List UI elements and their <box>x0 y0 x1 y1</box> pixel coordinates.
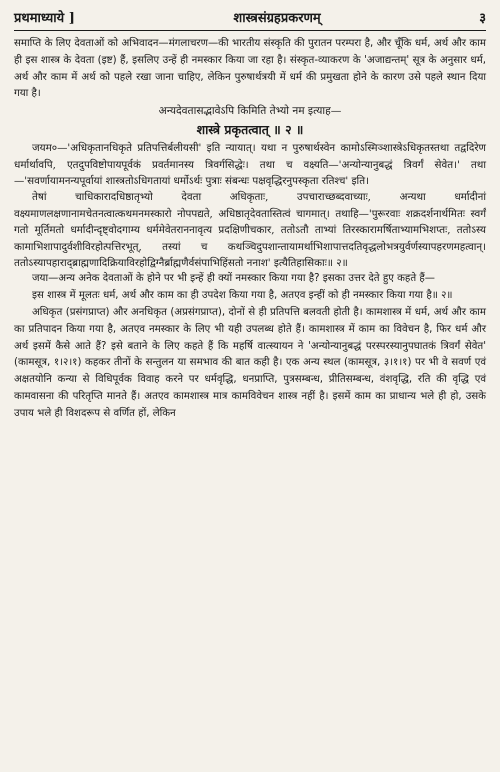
paragraph-hindi-3: इस शास्त्र में मूलतः धर्म, अर्थ और काम का ही उपदेश किया गया है, अतएव इन्हीं को ही नमस्कार किया गया है॥ २॥ <box>32 290 453 302</box>
section-title: शास्त्रसंग्रहप्रकरणम् <box>233 11 321 26</box>
page-number: ३ <box>479 11 486 26</box>
sutra-verse: शास्त्रे प्रकृतत्वात् ॥ २ ॥ <box>196 122 304 138</box>
sutra-intro: अन्यदेवतासद्भावेऽपि किमिति तेभ्यो नम इत्याह— <box>158 105 342 118</box>
running-header <box>14 8 486 28</box>
paragraph-hindi-2: जया—अन्य अनेक देवताओं के होने पर भी इन्हें ही क्यों नमस्कार किया गया है? इसका उत्तर देते हुए कहते हैं— <box>32 273 435 285</box>
chapter-label: प्रथमाध्याये ] <box>14 11 75 26</box>
header-rule <box>14 30 486 31</box>
commentary-2: तेषां चाधिकारादधिष्ठातृभ्यो देवता अधिकृताः, उपचाराच्छब्दवाच्याः, अन्यथा धर्मादीनां वक्ष्यमाणलक्षणानामचेतनत्वात्कथमनमस्कारो नोपपद्यते, अधिष्ठातृदेवतास्तित्वं चागमात्। तथाहि—'पुरूरवाः शक्रदर्शनार्थमितः स्वर्गं गतो मूर्तिमतो धर्मादीन्दृष्ट्वोदगाम्य धर्ममेवेतराननावृत्य प्रदक्षिणीचकार, ततोऽतौ ताभ्यां तिरस्कारामर्षिताभ्यामभिशप्तः, ततोऽस्य कामाभिशापादुर्वशीविरहोत्पत्तिरभूत्, तस्यां च कथञ्चिदुपशान्तायामर्थाभिशापात्तदतिवृद्धलोभत्रयुर्वर्णस्यापहरणमहत्वान्। ततोऽस्यापहाराद्ब्राह्मणादिक्रियाविरहोद्विग्नैर्ब्राह्मणैर्वसंपाभिहिंसतो ननाश' इत्यैतिहासिकाः॥ २॥ <box>14 191 486 270</box>
paragraph-hindi-1: समाप्ति के लिए देवताओं को अभिवादन—मंगलाचरण—की भारतीय संस्कृति की पुरातन परम्परा है, और चूँकि धर्म, अर्थ और काम ही इस शास्त्र के देवता (इष्ट) हैं, इसलिए उन्हें ही नमस्कार किया जा रहा है। संस्कृत-व्याकरण के 'अजाद्यन्तम्' सूत्र के अनुसार धर्म, अर्थ और काम में अर्थ को पहले रखा जाना चाहिए, लेकिन पुरुषार्थत्रयी में धर्म की प्रमुखता होने के कारण उसे पहले स्थान दिया गया है। <box>14 38 486 100</box>
commentary-1: जयम०—'अधिकृतानधिकृते प्रतिपत्तिर्बलीयसी' इति न्यायात्। यथा न पुरुषार्थस्वेन कामोऽस्मिञ्शास्त्रेऽधिकृतस्तथा तद्वदिरेण धर्मार्थावपि, एतदुपविष्टोपायपूर्वकं प्रवर्तमानस्य त्रिवर्गसिद्धेः। तथा च वक्ष्यति—'अन्योन्यानुबद्धं त्रिवर्गं सेवेत।' तथा—'सवर्णायामनन्यपूर्वायां शास्त्रतोऽधिगतायां धर्मोऽर्थः पुत्राः संबन्धः पक्षवृद्धिरनुपस्कृता रतिश्च' इति। <box>14 142 486 187</box>
paragraph-hindi-4: अधिकृत (प्रसंगप्राप्त) और अनधिकृत (अप्रसंगप्राप्त), दोनों से ही प्रतिपत्ति बलवती होती है। कामशास्त्र में धर्म, अर्थ और काम का प्रतिपादन किया गया है, अतएव नमस्कार के लिए भी यही उपलब्ध होते हैं। कामशास्त्र में काम का विवेचन है, फिर धर्म और अर्थ इसमें कैसे आते हैं? इसे बताने के लिए कहते हैं कि महर्षि वात्स्यायन ने 'अन्योन्यानुबद्धं परस्परस्यानुपघातकं त्रिवर्गं सेवेत' (कामसूत्र, १।२।१) कहकर तीनों के सन्तुलन या समभाव की बात कही है। एक अन्य स्थल (कामसूत्र, ३।१।१) पर भी वे सवर्ण एवं अक्षतयोनि कन्या से विधिपूर्वक विवाह करने पर धर्मवृद्धि, धनप्राप्ति, पुत्रसम्बन्ध, प्रीतिसम्बन्ध, वंशवृद्धि, रति की वृद्धि एवं कामवासना की परितृप्ति मानते हैं। अतएव कामशास्त्र मात्र कामविवेचन शास्त्र नहीं है। इसमें काम का प्राधान्य भले ही हो, उसके उपाय भले ही विशदरूप से वर्णित हों, लेकिन <box>14 307 486 419</box>
